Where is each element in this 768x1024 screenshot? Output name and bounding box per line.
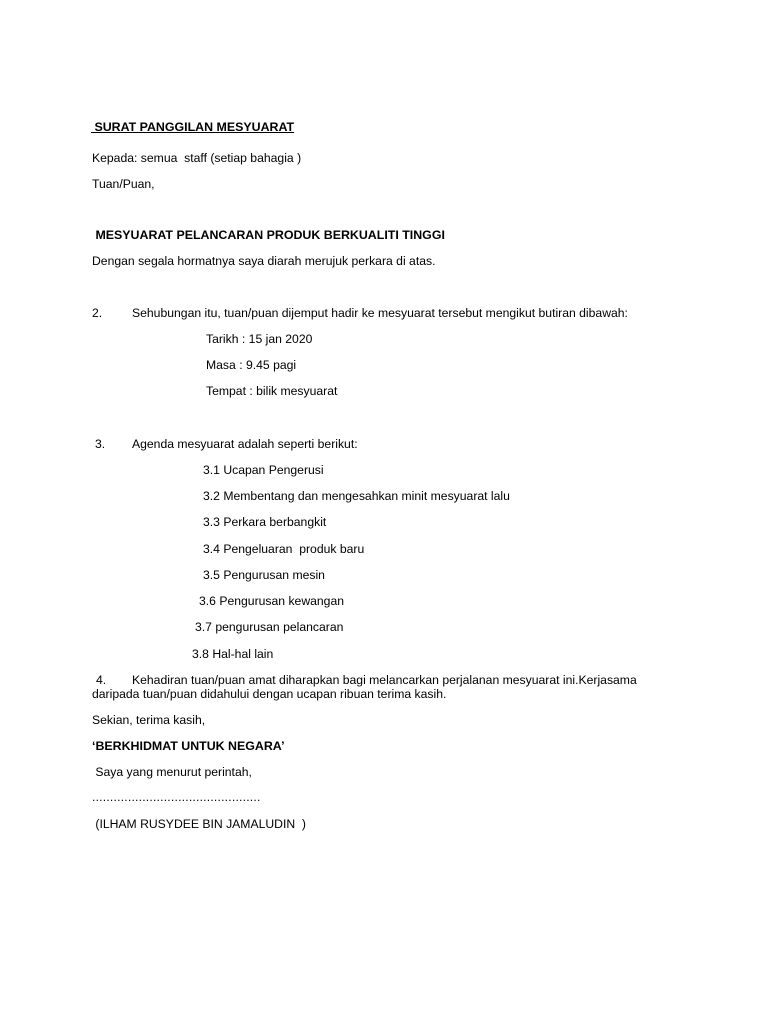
para2-text: Sehubungan itu, tuan/puan dijemput hadir ke mesyuarat tersebut mengikut butiran dibawah: — [132, 306, 628, 320]
agenda-item: 3.3 Perkara berbangkit — [203, 515, 327, 529]
salutation: Tuan/Puan, — [92, 177, 155, 191]
agenda-item: 3.7 pengurusan pelancaran — [195, 620, 344, 634]
agenda-item: 3.2 Membentang dan mengesahkan minit mesyuarat lalu — [203, 489, 510, 503]
signoff-line: Saya yang menurut perintah, — [92, 765, 252, 779]
para2-number: 2. — [92, 306, 103, 320]
signature-line: ............................................... — [92, 790, 261, 804]
agenda-item: 3.5 Pengurusan mesin — [203, 568, 325, 582]
para4-line2: daripada tuan/puan didahului dengan ucapan ribuan terima kasih. — [92, 687, 447, 701]
para3-number: 3. — [95, 437, 106, 451]
motto: ‘BERKHIDMAT UNTUK NEGARA’ — [92, 739, 285, 753]
meeting-subject: MESYUARAT PELANCARAN PRODUK BERKUALITI TINGGI — [92, 228, 445, 242]
document-title: SURAT PANGGILAN MESYUARAT — [91, 120, 295, 134]
para3-text: Agenda mesyuarat adalah seperti berikut: — [132, 437, 358, 451]
para4-number: 4. — [96, 673, 107, 687]
signatory-name: (ILHAM RUSYDEE BIN JAMALUDIN ) — [92, 817, 306, 831]
para4-line1: Kehadiran tuan/puan amat diharapkan bagi melancarkan perjalanan mesyuarat ini.Kerjasama — [132, 673, 637, 687]
agenda-item: 3.1 Ucapan Pengerusi — [203, 463, 324, 477]
agenda-item: 3.6 Pengurusan kewangan — [199, 594, 345, 608]
meeting-time: Masa : 9.45 pagi — [206, 358, 297, 372]
meeting-place: Tempat : bilik mesyuarat — [206, 384, 338, 398]
closing-line: Sekian, terima kasih, — [92, 713, 206, 727]
agenda-item: 3.8 Hal-hal lain — [192, 647, 274, 661]
meeting-date: Tarikh : 15 jan 2020 — [206, 332, 313, 346]
intro-paragraph: Dengan segala hormatnya saya diarah merujuk perkara di atas. — [92, 254, 436, 268]
agenda-item: 3.4 Pengeluaran produk baru — [203, 542, 365, 556]
recipient-line: Kepada: semua staff (setiap bahagia ) — [92, 151, 302, 165]
